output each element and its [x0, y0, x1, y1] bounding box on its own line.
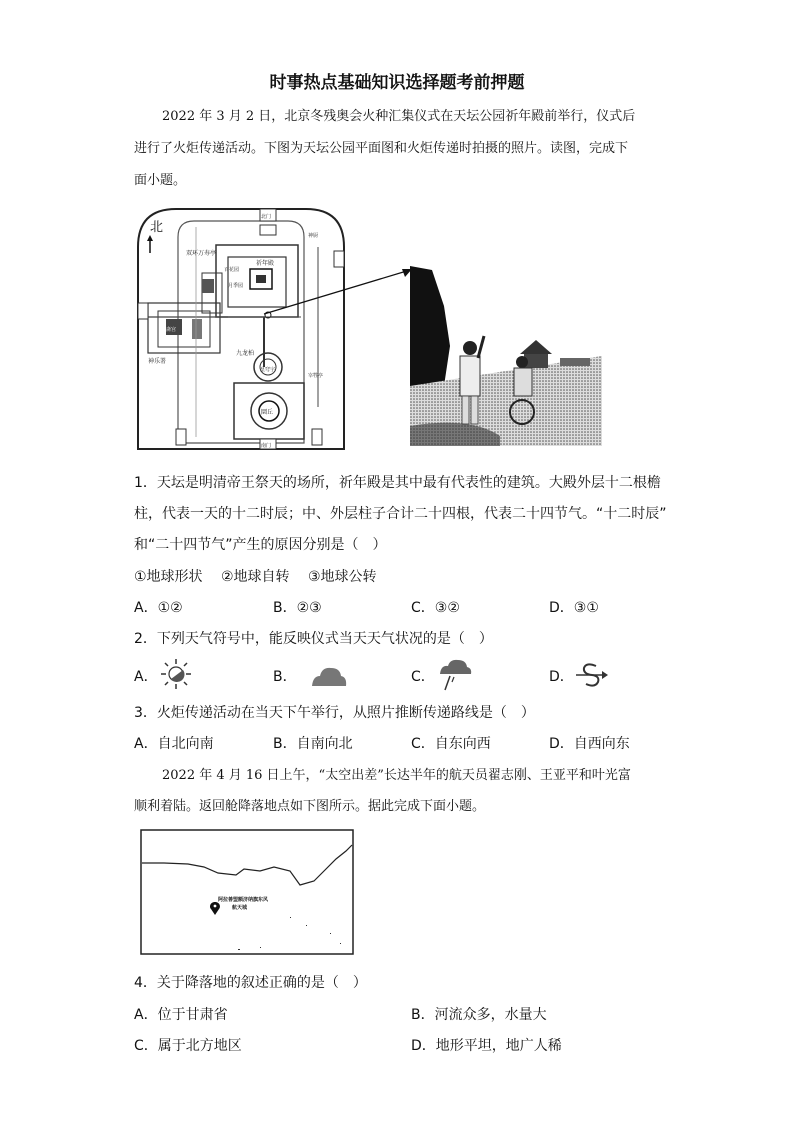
- q2-stem: 2．下列天气符号中，能反映仪式当天天气状况的是（ ）: [134, 631, 493, 647]
- q3-stem: 3．火炬传递活动在当天下午举行，从照片推断传递路线是（ ）: [134, 705, 535, 721]
- intro1-line3: 面小题。: [134, 173, 187, 188]
- q1-option-b[interactable]: B．②③: [273, 600, 322, 616]
- q2-option-c[interactable]: C．: [411, 669, 435, 685]
- landing-label-line2: 航天城: [232, 905, 248, 911]
- label-gate-s: 南门: [261, 443, 272, 449]
- intro1-line1: 2022 年 3 月 2 日，北京冬残奥会火种汇集仪式在天坛公园祈年殿前举行，仪式后: [162, 109, 636, 124]
- q4-option-a[interactable]: A．位于甘肃省: [134, 1007, 228, 1023]
- label-shenchu: 神厨: [308, 233, 319, 239]
- q1-option-a[interactable]: A．①②: [134, 600, 183, 616]
- label-shuanghuan: 双环万寿亭: [186, 250, 217, 257]
- north-arrow-icon: [147, 235, 153, 241]
- q4-option-d[interactable]: D．地形平坦，地广人稀: [411, 1038, 562, 1054]
- q1-line1: 1．天坛是明清帝王祭天的场所，祈年殿是其中最有代表性的建筑。大殿外层十二根檐: [134, 475, 661, 491]
- north-label: 北: [150, 220, 164, 235]
- label-yuanqiu: 圜丘: [261, 409, 274, 416]
- q3-option-d[interactable]: D．自西向东: [549, 736, 630, 752]
- overcast-cloud-icon: [310, 664, 348, 688]
- landing-site-map: [140, 829, 354, 955]
- q4-option-b[interactable]: B．河流众多，水量大: [411, 1007, 547, 1023]
- q4-option-c[interactable]: C．属于北方地区: [134, 1038, 242, 1054]
- cloud-rain-icon: [438, 658, 472, 692]
- map-to-photo-arrow: [260, 258, 420, 328]
- intro2-line2: 顺利着陆。返回舱降落地点如下图所示。据此完成下面小题。: [134, 799, 486, 814]
- label-jiulong: 九龙柏: [236, 350, 255, 357]
- q1-line2: 柱，代表一天的十二时辰；中、外层柱子合计二十四根，代表二十四节气。“十二时辰”: [134, 506, 667, 522]
- q3-option-b[interactable]: B．自南向北: [273, 736, 353, 752]
- q2-option-d[interactable]: D．: [549, 669, 574, 685]
- q3-option-c[interactable]: C．自东向西: [411, 736, 491, 752]
- q1-option-d[interactable]: D．③①: [549, 600, 599, 616]
- intro1-line2: 进行了火炬传递活动。下图为天坛公园平面图和火炬传递时拍摄的照片。读图，完成下: [134, 141, 629, 156]
- label-baihualang: 百花园: [224, 267, 240, 273]
- q1-line3: 和“二十四节气”产生的原因分别是（ ）: [134, 537, 387, 553]
- label-yuejiao: 月季园: [228, 283, 244, 289]
- label-qiniandian: 祈年殿: [256, 260, 275, 267]
- q4-stem: 4．关于降落地的叙述正确的是（ ）: [134, 975, 367, 991]
- q3-option-a[interactable]: A．自北向南: [134, 736, 214, 752]
- label-zhai: 斋宫: [166, 327, 177, 333]
- torch-relay-photo: [410, 266, 602, 446]
- q2-option-a[interactable]: A．: [134, 669, 158, 685]
- page-title: 时事热点基础知识选择题考前押题: [269, 73, 525, 93]
- label-shenle: 神乐署: [148, 358, 167, 365]
- q2-option-b[interactable]: B．: [273, 669, 297, 685]
- landing-label-line1: 阿拉善盟额济纳旗东风: [218, 897, 269, 903]
- wind-sand-icon: [574, 662, 610, 688]
- q1-items: ①地球形状 ②地球自转 ③地球公转: [134, 569, 377, 585]
- sunny-partly-cloudy-icon: [158, 658, 194, 690]
- intro2-line1: 2022 年 4 月 16 日上午，“太空出差”长达半年的航天员翟志刚、王亚平和叶光富: [162, 768, 631, 783]
- label-gate-n: 北门: [261, 214, 272, 220]
- label-shenku: 宰牲亭: [308, 373, 324, 379]
- temple-of-heaven-map: [136, 207, 346, 451]
- q1-option-c[interactable]: C．③②: [411, 600, 460, 616]
- label-huangqiong: 皇穹宇: [260, 367, 276, 373]
